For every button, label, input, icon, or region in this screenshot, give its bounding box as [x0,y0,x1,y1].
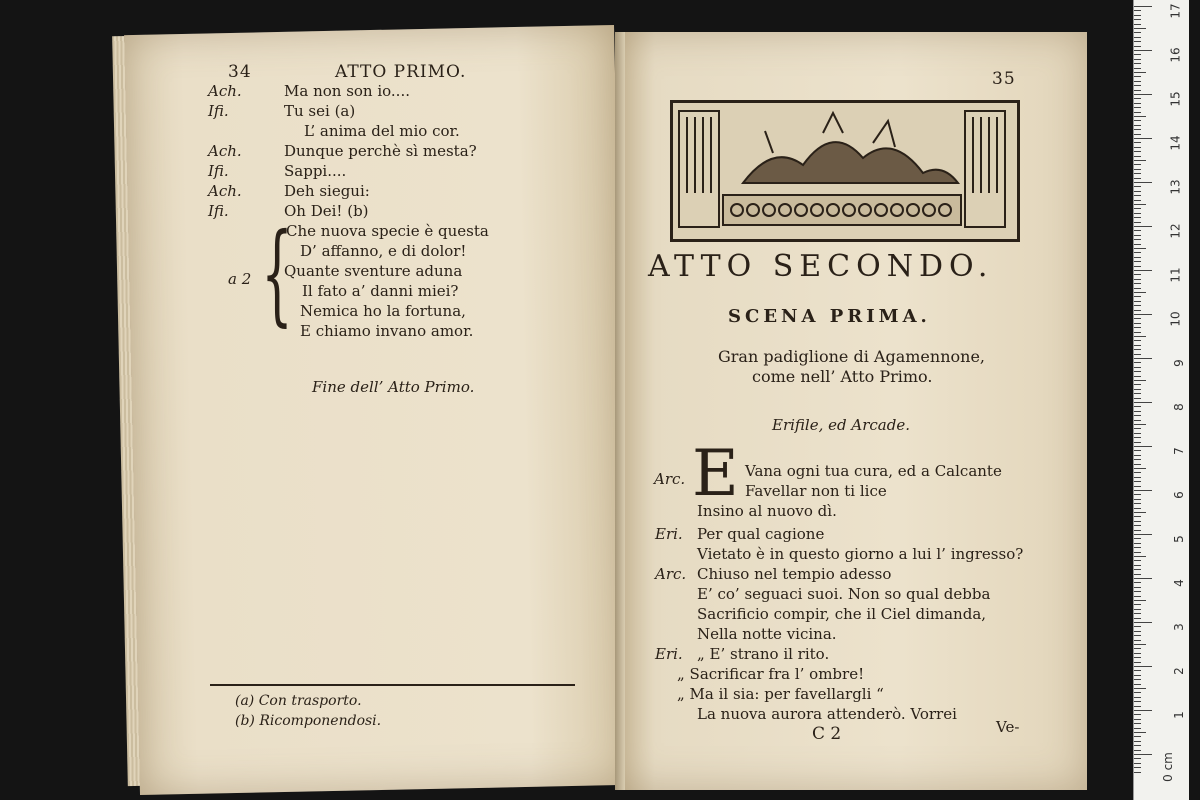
ruler-number: 10 [1168,311,1183,327]
ruler-tick [1134,195,1141,196]
ruler-tick [1134,503,1141,504]
ruler-tick [1134,763,1141,764]
ruler-tick [1134,367,1141,368]
verse-line: Insino al nuovo dì. [697,502,837,520]
ruler-tick [1134,450,1141,451]
ruler-tick [1134,525,1141,526]
ruler-tick [1134,63,1141,64]
ruler-tick [1134,213,1141,214]
ruler-tick [1134,296,1141,297]
ruler-tick [1134,490,1152,491]
ruler-tick [1134,340,1141,341]
ruler-tick [1134,512,1146,513]
ruler-tick [1134,600,1146,601]
ruler-tick [1134,305,1141,306]
ruler-tick [1134,578,1152,579]
ruler-tick [1134,279,1141,280]
ruler-tick [1134,516,1141,517]
ruler-number: 14 [1168,135,1183,151]
speaker-label: Ifi. [208,102,229,120]
verse-line: Deh siegui: [284,182,370,200]
ruler-tick [1134,688,1146,689]
ruler-tick [1134,662,1141,663]
ruler-number: 12 [1168,223,1183,239]
ruler-tick [1134,508,1141,509]
speaker-label: Arc. [655,565,687,583]
ruler-tick [1134,336,1146,337]
footnote-rule [210,684,575,686]
ruler-tick [1134,692,1141,693]
verse-line: Nella notte vicina. [697,625,837,643]
ruler-tick [1134,41,1141,42]
ruler-tick [1134,147,1141,148]
ruler-tick [1134,142,1141,143]
book-gutter [615,32,625,790]
ruler-tick [1134,433,1141,434]
ruler-tick [1134,54,1141,55]
ruler-number: 1 [1172,711,1187,719]
ruler-tick [1134,635,1141,636]
verse-line: Per qual cagione [697,525,825,543]
ruler-number: 9 [1172,359,1187,367]
speaker-label: Eri. [655,525,683,543]
ruler-tick [1134,200,1141,201]
ruler-tick [1134,428,1141,429]
verse-line: „ E’ strano il rito. [697,645,830,663]
ruler-tick [1134,701,1141,702]
ruler-tick [1134,283,1141,284]
duet-line: Che nuova specie è questa [286,222,489,240]
ruler-tick [1134,609,1141,610]
ruler-tick [1134,574,1141,575]
ruler-tick [1134,19,1141,20]
ruler-tick [1134,261,1141,262]
ruler-tick [1134,741,1141,742]
ruler-number: 7 [1172,447,1187,455]
ruler-tick [1134,622,1152,623]
ruler-number: 15 [1168,91,1183,107]
ruler-tick [1134,345,1141,346]
ruler-tick [1134,257,1141,258]
ruler-tick [1134,468,1146,469]
ruler-number: 0 cm [1161,752,1176,782]
ruler-tick [1134,464,1141,465]
ruler-tick [1134,314,1152,315]
ruler-tick [1134,182,1152,183]
duet-line: E chiamo invano amor. [300,322,474,340]
verse-line: E’ co’ seguaci suoi. Non so qual debba [697,585,991,603]
ruler-tick [1134,442,1141,443]
ornament-headpiece [670,100,1020,242]
ruler-tick [1134,679,1141,680]
ruler-tick [1134,164,1141,165]
ruler-tick [1134,204,1146,205]
ruler-tick [1134,565,1141,566]
footnote: (a) Con trasporto. [235,693,362,709]
ruler-tick [1134,178,1141,179]
ruler-tick [1134,349,1141,350]
ruler-tick [1134,648,1141,649]
ruler-tick [1134,521,1141,522]
ruler-tick [1134,644,1146,645]
ruler-tick [1134,208,1141,209]
ruler-tick [1134,750,1141,751]
ruler-tick [1134,68,1141,69]
ruler-tick [1134,556,1146,557]
duet-line: Quante sventure aduna [284,262,463,280]
ruler-tick [1134,76,1141,77]
ruler-tick [1134,125,1141,126]
ruler-tick [1134,389,1141,390]
ruler-tick [1134,10,1141,11]
verse-line: Tu sei (a) [284,102,356,120]
ruler-tick [1134,318,1141,319]
ruler-tick [1134,745,1141,746]
ruler-tick [1134,186,1141,187]
ruler-tick [1134,543,1141,544]
ruler-tick [1134,274,1141,275]
ornament-engraving-icon [673,103,1011,233]
verse-line: Vana ogni tua cura, ed a Calcante [745,462,1002,480]
speaker-label: Eri. [655,645,683,663]
ruler-tick [1134,393,1141,394]
ruler-tick [1134,6,1152,7]
ruler-tick [1134,706,1141,707]
ruler-tick [1134,32,1141,33]
ruler-tick [1134,596,1141,597]
ruler-tick [1134,288,1141,289]
ruler-tick [1134,362,1141,363]
ruler-tick [1134,767,1141,768]
left-page-number: 34 [228,62,252,82]
verse-line: Dunque perchè sì mesta? [284,142,477,160]
verse-line: La nuova aurora attenderò. Vorrei [697,705,957,723]
ruler-tick [1134,472,1141,473]
ruler-number: 16 [1168,47,1183,63]
ruler-tick [1134,613,1141,614]
ruler-tick [1134,217,1141,218]
ruler-tick [1134,406,1141,407]
ruler-tick [1134,15,1141,16]
catchword: Ve- [996,718,1020,736]
ruler-tick [1134,156,1141,157]
ruler-tick [1134,310,1141,311]
ruler-tick [1134,459,1141,460]
ruler-tick [1134,499,1141,500]
scene-title: SCENA PRIMA. [728,306,931,327]
ruler-tick [1134,481,1141,482]
ruler-tick [1134,85,1141,86]
ruler-tick [1134,354,1141,355]
ruler-tick [1134,772,1141,773]
ruler-tick [1134,754,1152,755]
ruler-tick [1134,415,1141,416]
ruler-tick [1134,244,1141,245]
ruler-tick [1134,270,1152,271]
ruler-tick [1134,714,1141,715]
duet-brace: { [261,209,293,337]
ruler-tick [1134,710,1152,711]
ruler-tick [1134,640,1141,641]
ruler-tick [1134,160,1146,161]
ruler-number: 8 [1172,403,1187,411]
verse-line: Ma non son io.... [284,82,410,100]
ruler-tick [1134,697,1141,698]
ruler-number: 5 [1172,535,1187,543]
ruler-tick [1134,292,1146,293]
ruler-tick [1134,587,1141,588]
ruler-tick [1134,120,1141,121]
ruler-tick [1134,129,1141,130]
verse-line: Sappi.... [284,162,347,180]
ruler-tick [1134,332,1141,333]
footnote: (b) Ricomponendosi. [235,713,382,729]
speaker-label: Ach. [208,142,242,160]
verse-line: Vietato è in questo giorno a lui l’ ingresso? [697,545,1024,563]
ruler-number: 17 [1168,3,1183,19]
speaker-label: Ach. [208,82,242,100]
measuring-ruler [1133,0,1189,800]
ruler-tick [1134,728,1141,729]
ruler-tick [1134,173,1141,174]
ruler-tick [1134,138,1152,139]
signature-mark: C 2 [812,724,842,744]
setting-line: Gran padiglione di Agamennone, [718,347,985,366]
ruler-tick [1134,169,1141,170]
ruler-tick [1134,380,1146,381]
ruler-tick [1134,37,1141,38]
ruler-tick [1134,437,1141,438]
ruler-tick [1134,631,1141,632]
verse-line: Chiuso nel tempio adesso [697,565,892,583]
ruler-tick [1134,758,1141,759]
ruler-tick [1134,736,1141,737]
ruler-tick [1134,371,1141,372]
ruler-tick [1134,248,1146,249]
drop-cap: E [692,437,739,511]
ruler-tick [1134,50,1152,51]
speaker-label: Ifi. [208,202,229,220]
ruler-tick [1134,486,1141,487]
ruler-tick [1134,455,1141,456]
ruler-tick [1134,411,1141,412]
ruler-tick [1134,560,1141,561]
duet-marker: a 2 [228,270,252,288]
ruler-tick [1134,90,1141,91]
act-end-note: Fine dell’ Atto Primo. [312,378,475,396]
ruler-tick [1134,384,1141,385]
speaker-label: Ach. [208,182,242,200]
ruler-tick [1134,569,1141,570]
ruler-tick [1134,582,1141,583]
verse-line: „ Sacrificar fra l’ ombre! [677,665,865,683]
ruler-number: 4 [1172,579,1187,587]
ruler-tick [1134,239,1141,240]
ruler-tick [1134,376,1141,377]
ruler-tick [1134,266,1141,267]
ruler-tick [1134,191,1141,192]
ruler-tick [1134,530,1141,531]
ruler-tick [1134,112,1141,113]
ruler-tick [1134,230,1141,231]
left-page [124,25,630,795]
ruler-tick [1134,402,1152,403]
ruler-tick [1134,684,1141,685]
ruler-tick [1134,552,1141,553]
ruler-tick [1134,424,1146,425]
ruler-tick [1134,477,1141,478]
right-page-number: 35 [992,69,1016,89]
ruler-tick [1134,301,1141,302]
ruler-tick [1134,252,1141,253]
ruler-tick [1134,28,1146,29]
ruler-tick [1134,81,1141,82]
ruler-tick [1134,591,1141,592]
ruler-tick [1134,358,1152,359]
verse-line: Sacrificio compir, che il Ciel dimanda, [697,605,987,623]
ruler-tick [1134,98,1141,99]
ruler-tick [1134,327,1141,328]
ruler-tick [1134,547,1141,548]
ruler-tick [1134,235,1141,236]
ruler-tick [1134,732,1146,733]
left-running-head: ATTO PRIMO. [335,62,467,82]
ruler-tick [1134,103,1141,104]
duet-line: D’ affanno, e di dolor! [300,242,467,260]
ruler-tick [1134,494,1141,495]
ruler-number: 2 [1172,667,1187,675]
ruler-tick [1134,626,1141,627]
duet-line: Il fato a’ danni miei? [302,282,459,300]
ruler-tick [1134,446,1152,447]
verse-line: Oh Dei! (b) [284,202,369,220]
ruler-tick [1134,323,1141,324]
ruler-tick [1134,94,1152,95]
ruler-tick [1134,24,1141,25]
verse-line: „ Ma il sia: per favellargli “ [677,685,884,703]
ruler-tick [1134,675,1141,676]
speaker-label: Ifi. [208,162,229,180]
ruler-tick [1134,72,1146,73]
verse-line: L’ anima del mio cor. [304,122,460,140]
ruler-tick [1134,420,1141,421]
ruler-tick [1134,604,1141,605]
ruler-tick [1134,46,1141,47]
speaker-label: Arc. [654,470,686,488]
ruler-tick [1134,116,1146,117]
verse-line: Favellar non ti lice [745,482,887,500]
ruler-tick [1134,723,1141,724]
act-title: ATTO SECONDO. [648,249,994,284]
ruler-tick [1134,107,1141,108]
ruler-tick [1134,657,1141,658]
ruler-number: 3 [1172,623,1187,631]
character-list: Erifile, ed Arcade. [772,416,910,434]
ruler-tick [1134,538,1141,539]
ruler-tick [1134,666,1152,667]
ruler-number: 13 [1168,179,1183,195]
ruler-tick [1134,398,1141,399]
ruler-tick [1134,151,1141,152]
setting-line: come nell’ Atto Primo. [752,367,933,386]
duet-line: Nemica ho la fortuna, [300,302,466,320]
ruler-tick [1134,618,1141,619]
ruler-tick [1134,134,1141,135]
ruler-tick [1134,534,1152,535]
ruler-tick [1134,59,1141,60]
ruler-tick [1134,222,1141,223]
ruler-tick [1134,653,1141,654]
ruler-tick [1134,226,1152,227]
ruler-tick [1134,670,1141,671]
ruler-tick [1134,719,1141,720]
ruler-number: 6 [1172,491,1187,499]
ruler-number: 11 [1168,267,1183,283]
